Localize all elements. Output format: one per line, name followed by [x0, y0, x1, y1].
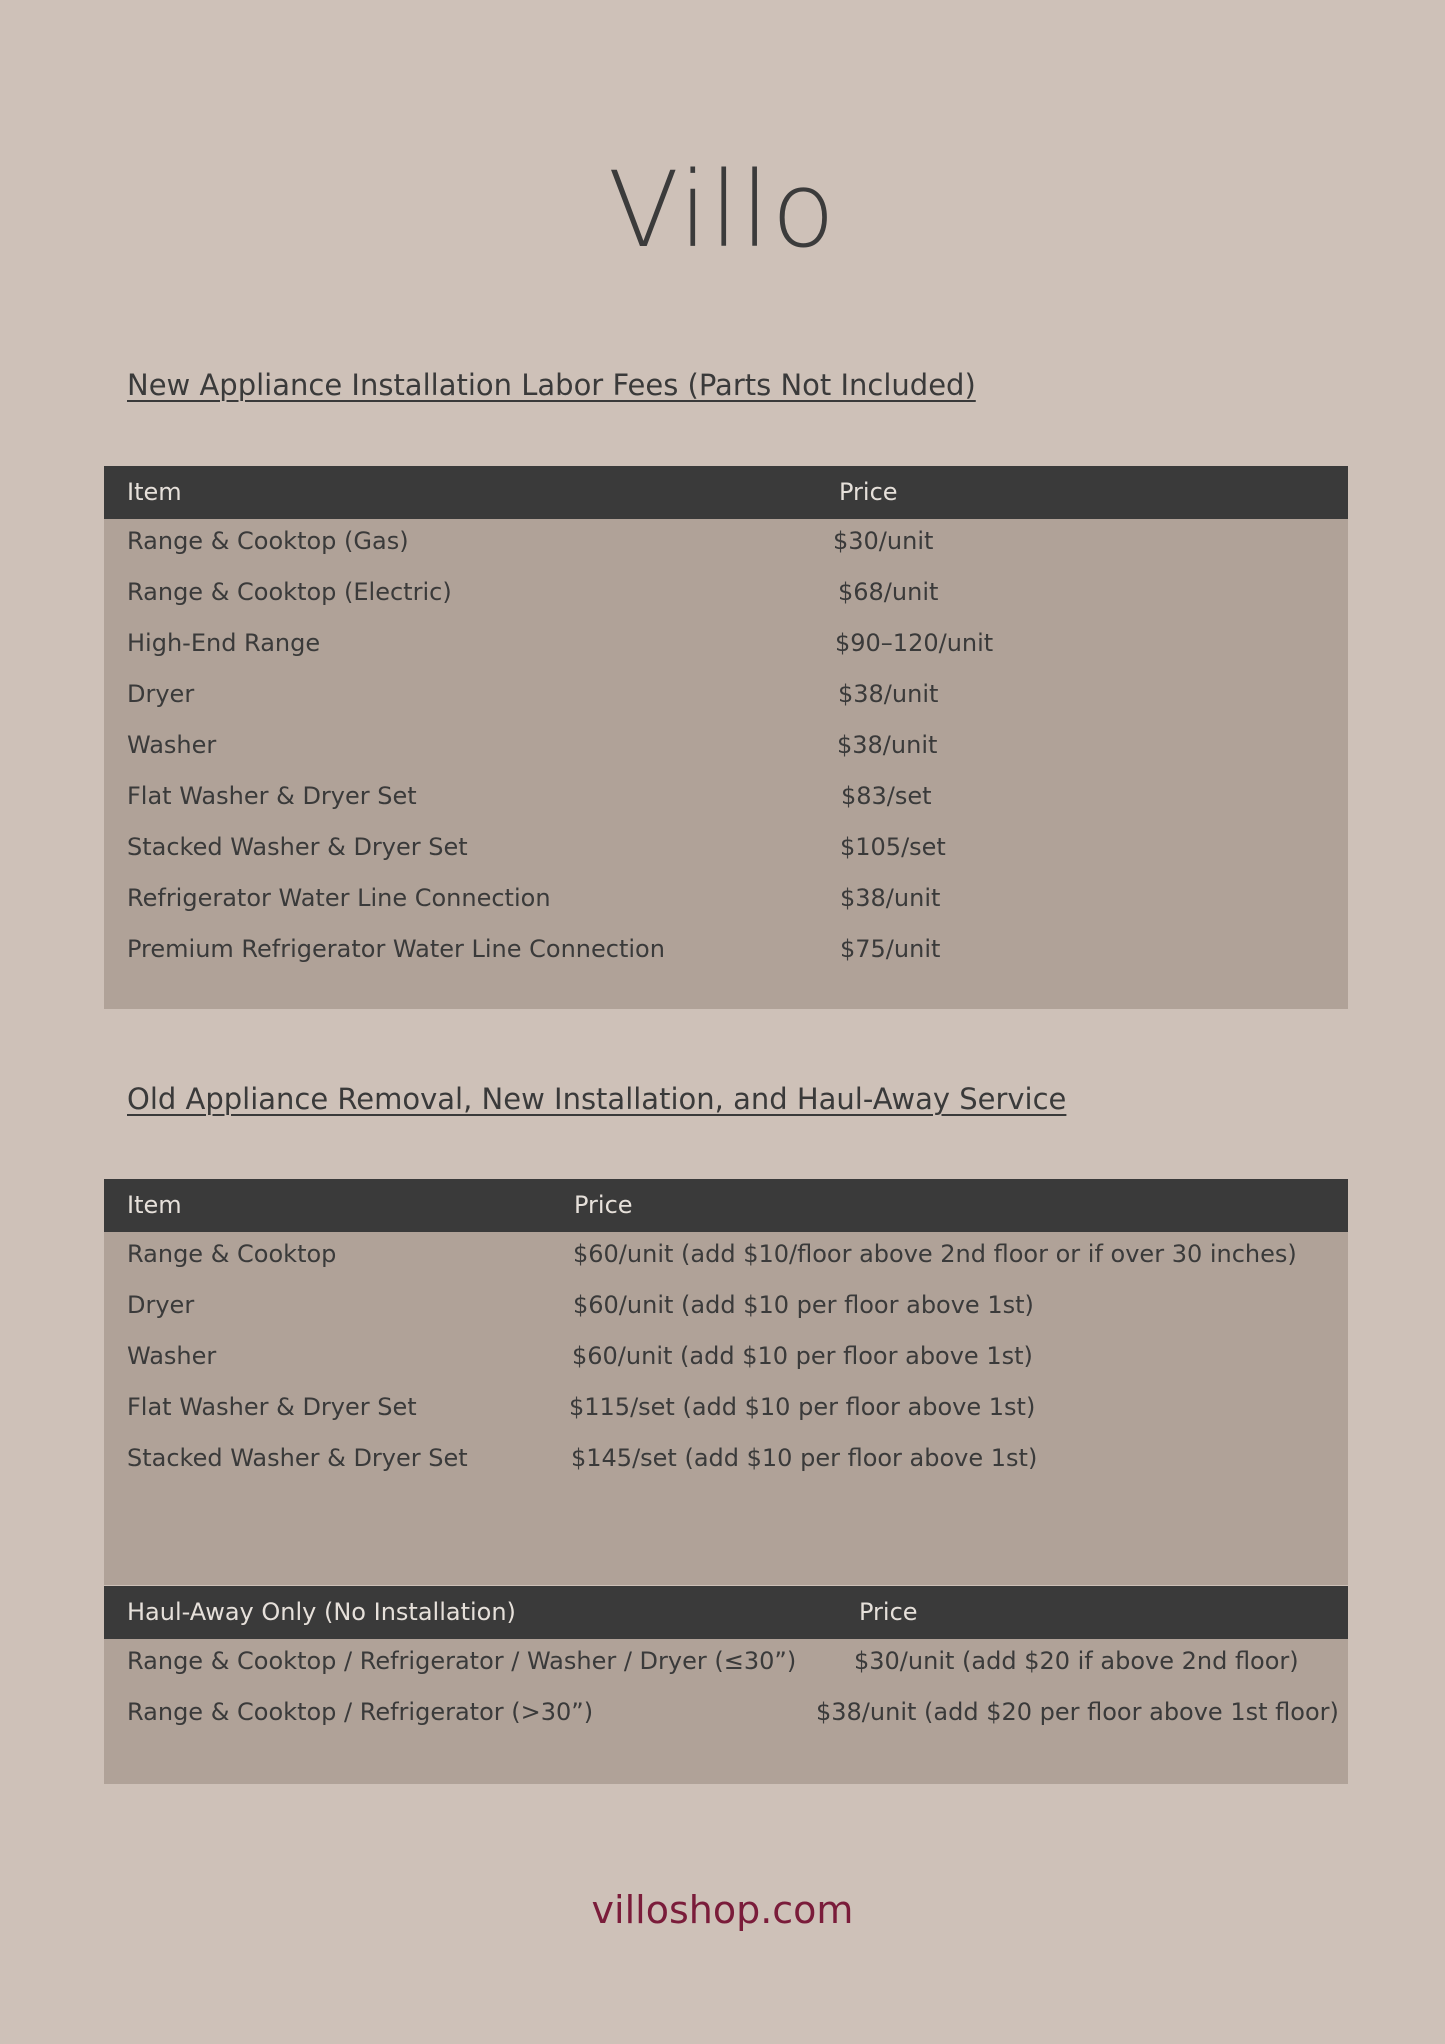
table-row [104, 621, 1348, 672]
row-item: Washer [127, 731, 217, 759]
table-row [104, 876, 1348, 927]
row-item: Flat Washer & Dryer Set [127, 1393, 417, 1421]
row-price: $38/unit [837, 731, 938, 759]
header-price: Price [839, 478, 898, 506]
row-price: $68/unit [838, 578, 939, 606]
table-row [104, 1334, 1348, 1385]
row-price: $38/unit (add $20 per floor above 1st floor) [816, 1698, 1339, 1726]
row-price: $145/set (add $10 per floor above 1st) [571, 1444, 1038, 1472]
row-price: $83/set [841, 782, 932, 810]
row-price: $115/set (add $10 per floor above 1st) [569, 1393, 1036, 1421]
row-item: Refrigerator Water Line Connection [127, 884, 551, 912]
brand-logo: Villo [607, 149, 838, 271]
row-item: Flat Washer & Dryer Set [127, 782, 417, 810]
header-item: Item [127, 478, 182, 506]
row-price: $60/unit (add $10/floor above 2nd floor or if over 30 inches) [573, 1240, 1297, 1268]
header-item: Item [127, 1191, 182, 1219]
haul-away-table [104, 1586, 1348, 1784]
header-price: Price [574, 1191, 633, 1219]
row-item: Washer [127, 1342, 217, 1370]
row-item: Range & Cooktop / Refrigerator / Washer / Dryer (≤30”) [127, 1647, 797, 1675]
table-row [104, 1385, 1348, 1436]
row-item: Stacked Washer & Dryer Set [127, 833, 468, 861]
row-price: $38/unit [840, 884, 941, 912]
row-item: Range & Cooktop (Gas) [127, 527, 409, 555]
row-item: Range & Cooktop [127, 1240, 337, 1268]
row-item: Stacked Washer & Dryer Set [127, 1444, 468, 1472]
row-item: High-End Range [127, 629, 321, 657]
row-price: $30/unit (add $20 if above 2nd floor) [854, 1647, 1299, 1675]
table-row [104, 1690, 1348, 1741]
row-item: Range & Cooktop / Refrigerator (>30”) [127, 1698, 594, 1726]
section-title-installation: New Appliance Installation Labor Fees (Parts Not Included) [127, 368, 976, 402]
row-price: $105/set [840, 833, 946, 861]
table-row [104, 1436, 1348, 1487]
header-item: Haul-Away Only (No Installation) [127, 1598, 516, 1626]
row-price: $38/unit [838, 680, 939, 708]
table-row [104, 774, 1348, 825]
row-price: $75/unit [840, 935, 941, 963]
table-row [104, 570, 1348, 621]
installation-fees-table [104, 466, 1348, 1009]
section-title-removal: Old Appliance Removal, New Installation, and Haul-Away Service [127, 1082, 1067, 1116]
row-price: $60/unit (add $10 per floor above 1st) [572, 1342, 1033, 1370]
row-item: Range & Cooktop (Electric) [127, 578, 452, 606]
row-item: Dryer [127, 680, 195, 708]
row-item: Dryer [127, 1291, 195, 1319]
table-row [104, 1232, 1348, 1283]
table-row [104, 519, 1348, 570]
removal-installation-table [104, 1179, 1348, 1585]
table-header [104, 466, 1348, 519]
row-price: $30/unit [833, 527, 934, 555]
table-row [104, 672, 1348, 723]
table-row [104, 1639, 1348, 1690]
row-item: Premium Refrigerator Water Line Connection [127, 935, 665, 963]
table-row [104, 723, 1348, 774]
table-row [104, 1283, 1348, 1334]
row-price: $60/unit (add $10 per floor above 1st) [573, 1291, 1034, 1319]
table-header [104, 1179, 1348, 1232]
table-header [104, 1586, 1348, 1639]
row-price: $90–120/unit [835, 629, 994, 657]
header-price: Price [859, 1598, 918, 1626]
table-row [104, 927, 1348, 978]
table-row [104, 825, 1348, 876]
website-link[interactable]: villoshop.com [591, 1888, 854, 1932]
